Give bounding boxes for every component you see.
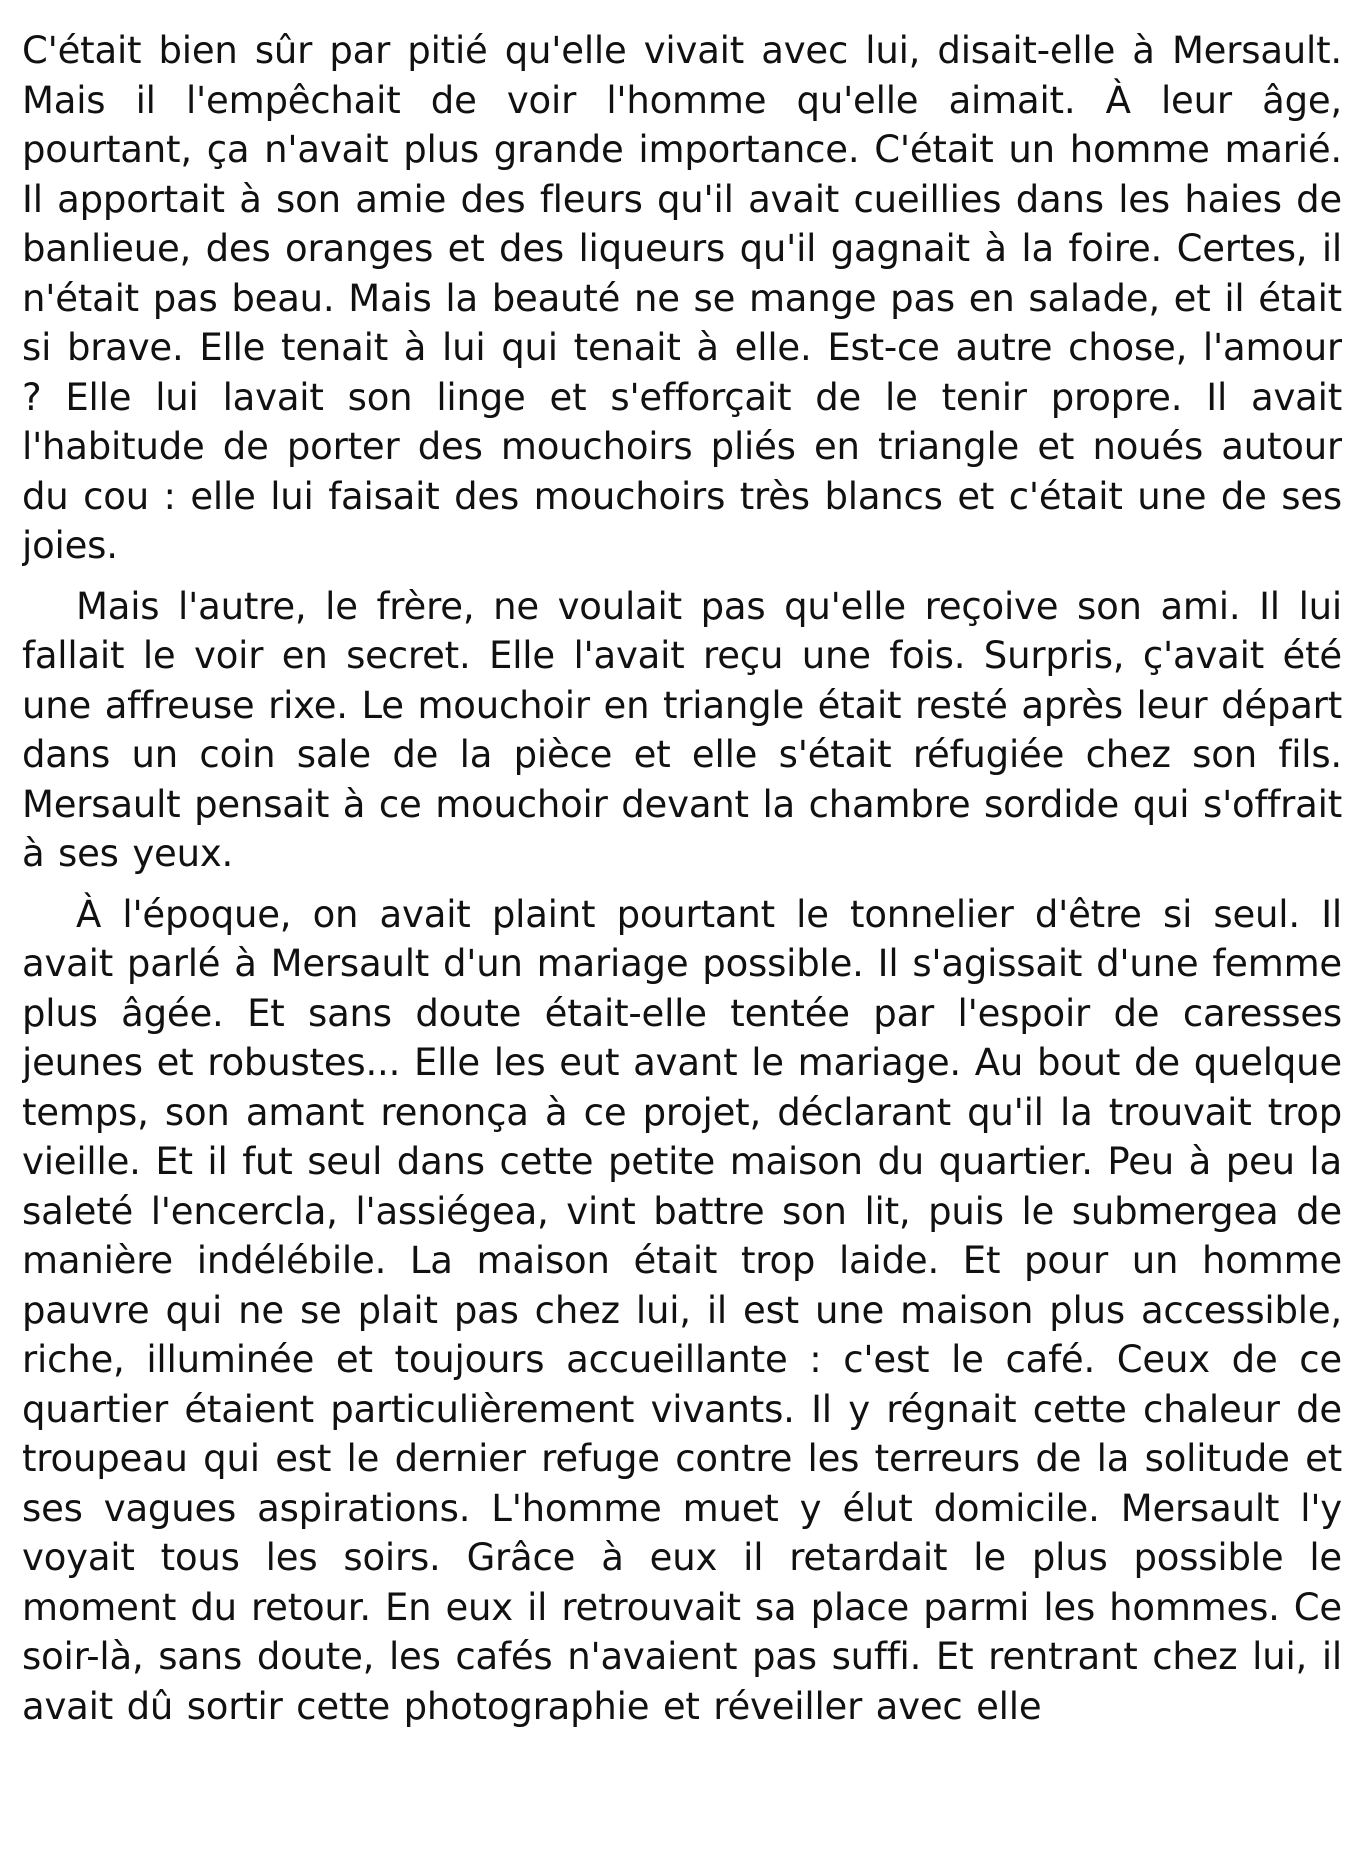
paragraph-3: À l'époque, on avait plaint pourtant le tonnelier d'être si seul. Il avait parlé à Mersault d'un mariage possible. Il s'agissait d'une femme plus âgée. Et sans doute était-elle tentée par l'espoir de caresses jeunes et robustes... Elle les eut avant le mariage. Au bout de quelque temps, son amant renonça à ce projet, déclarant qu'il la trouvait trop vieille. Et il fut seul dans cette petite maison du quartier. Peu à peu la saleté l'encercla, l'assiégea, vint battre son lit, puis le submergea de manière indélébile. La maison était trop laide. Et pour un homme pauvre qui ne se plait pas chez lui, il est une maison plus accessible, riche, illuminée et toujours accueillante : c'est le café. Ceux de ce quartier étaient particulièrement vivants. Il y régnait cette chaleur de troupeau qui est le dernier refuge contre les terreurs de la solitude et ses vagues aspirations. L'homme muet y élut domicile. Mersault l'y voyait tous les soirs. Grâce à eux il retardait le plus possible le moment du retour. En eux il retrouvait sa place parmi les hommes. Ce soir-là, sans doute, les cafés n'avaient pas suffi. Et rentrant chez lui, il avait dû sortir cette photographie et réveiller avec elle bbox=[22, 892, 1342, 1728]
paragraph-1: C'était bien sûr par pitié qu'elle vivait avec lui, disait-elle à Mersault. Mais il l'empêchait de voir l'homme qu'elle aimait. À leur âge, pourtant, ça n'avait plus grande importance. C'était un homme marié. Il apportait à son amie des fleurs qu'il avait cueillies dans les haies de banlieue, des oranges et des liqueurs qu'il gagnait à la foire. Certes, il n'était pas beau. Mais la beauté ne se mange pas en salade, et il était si brave. Elle tenait à lui qui tenait à elle. Est-ce autre chose, l'amour ? Elle lui lavait son linge et s'efforçait de le tenir propre. Il avait l'habitude de porter des mouchoirs pliés en triangle et noués autour du cou : elle lui faisait des mouchoirs très blancs et c'était une de ses joies. bbox=[22, 29, 1342, 567]
paragraph-2: Mais l'autre, le frère, ne voulait pas qu'elle reçoive son ami. Il lui fallait le voir en secret. Elle l'avait reçu une fois. Surpris, ç'avait été une affreuse rixe. Le mouchoir en triangle était resté après leur départ dans un coin sale de la pièce et elle s'était réfugiée chez son fils. Mersault pensait à ce mouchoir devant la chambre sordide qui s'offrait à ses yeux. bbox=[22, 584, 1342, 875]
document-page bbox=[22, 26, 1342, 1836]
